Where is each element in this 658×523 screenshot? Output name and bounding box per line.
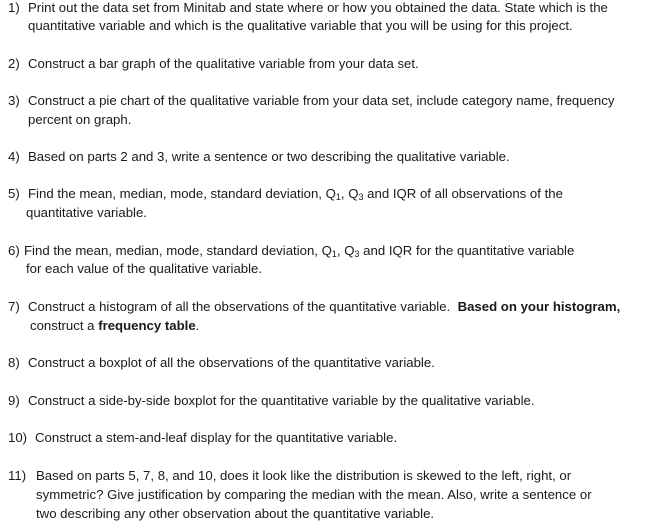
item-text-line3: two describing any other observation about the quantitative variable.: [36, 506, 435, 521]
item-text-line1: Find the mean, median, mode, standard deviation, $Q_1$, $Q_3$ and IQR of all observations of the: [28, 186, 563, 202]
item-text-line1: Find the mean, median, mode, standard deviation, $Q_1$, $Q_3$ and IQR for the quantitative variable: [24, 243, 575, 259]
item-text-line1: Based on parts 2 and 3, write a sentence or two describing the qualitative variable.: [28, 149, 510, 164]
item-text-line1: Construct a bar graph of the qualitative variable from your data set.: [28, 56, 419, 71]
item-number: 7): [8, 299, 20, 314]
item-text-line2: for each value of the qualitative variable.: [26, 261, 263, 276]
item-text-line1: Construct a pie chart of the qualitative variable from your data set, include category name, frequency: [28, 93, 615, 108]
item-text-line1: Construct a side-by-side boxplot for the quantitative variable by the qualitative variable.: [28, 393, 535, 408]
item-text-line1: Construct a histogram of all the observations of the quantitative variable. Based on your histogram,: [28, 299, 621, 314]
item-number: 5): [8, 186, 20, 201]
item-number: 4): [8, 149, 20, 164]
item-text-line1: Construct a stem-and-leaf display for the quantitative variable.: [35, 430, 398, 445]
item-text-line2: percent on graph.: [28, 112, 132, 127]
item-number: 6): [8, 243, 20, 258]
item-text-line1: Construct a boxplot of all the observations of the quantitative variable.: [28, 355, 435, 370]
item-text-line2: quantitative variable and which is the qualitative variable that you will be using for this project.: [28, 18, 573, 33]
item-number: 8): [8, 355, 20, 370]
item-text-line1: Print out the data set from Minitab and state where or how you obtained the data. State which is the: [28, 0, 608, 15]
item-number: 2): [8, 56, 20, 71]
item-text-line2: quantitative variable.: [26, 205, 147, 220]
item-text-line2: construct a frequency table.: [30, 318, 200, 333]
item-number: 11): [8, 468, 27, 483]
item-number: 3): [8, 93, 20, 108]
item-number: 9): [8, 393, 20, 408]
item-text-line2: symmetric? Give justification by comparing the median with the mean. Also, write a sentence or: [36, 487, 592, 502]
item-number: 1): [8, 0, 20, 15]
item-text-line1: Based on parts 5, 7, 8, and 10, does it look like the distribution is skewed to the left, right, or: [36, 468, 572, 483]
item-number: 10): [8, 430, 28, 445]
